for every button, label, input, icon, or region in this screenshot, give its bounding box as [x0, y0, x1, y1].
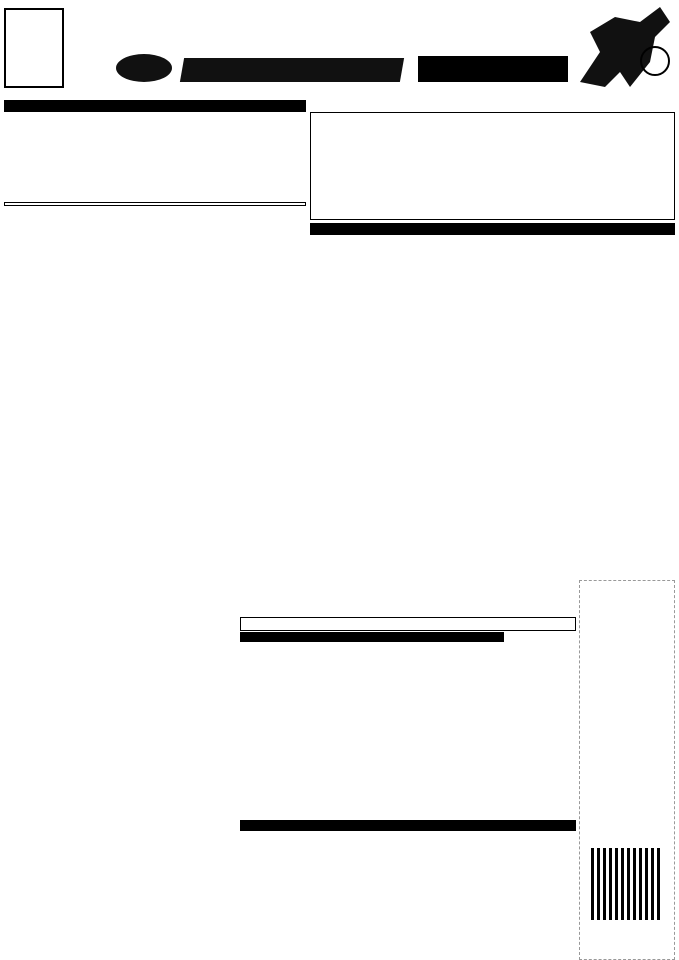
stats-heading — [240, 632, 504, 642]
presentation-text-left — [4, 114, 154, 200]
cotes-favoris — [240, 617, 576, 631]
rapports-heading — [240, 820, 576, 831]
qr-code-icon[interactable] — [591, 848, 663, 920]
lonaci-logo — [418, 56, 568, 82]
horse-descriptions — [4, 222, 306, 570]
favoris-outsiders — [4, 202, 306, 206]
presentation-heading — [4, 100, 306, 112]
calendar-badge — [4, 8, 64, 88]
presentation-text-right — [158, 114, 306, 200]
race-start-bar — [310, 223, 675, 235]
price-badge — [640, 46, 670, 76]
pmu-logo — [116, 54, 172, 82]
bets-info-box — [310, 112, 675, 220]
tqq-banner — [180, 58, 404, 82]
